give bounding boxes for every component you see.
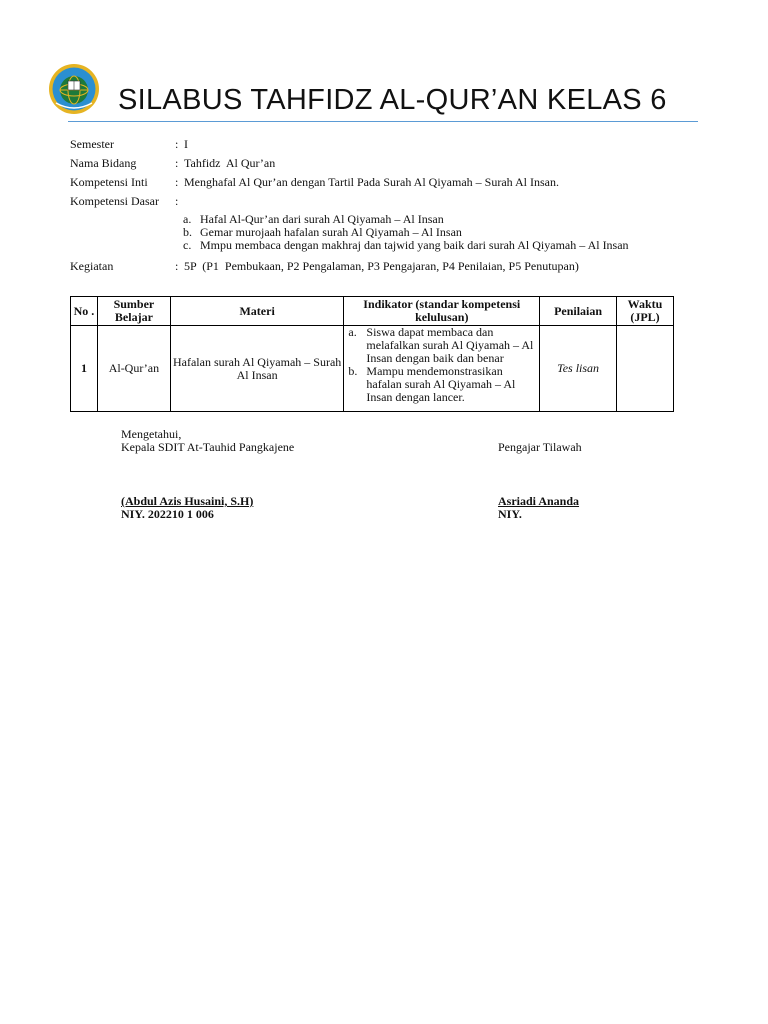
kegiatan-value: 5P (P1 Pembukaan, P2 Pengalaman, P3 Pengajaran, P4 Penilaian, P5 Penutupan) bbox=[184, 259, 579, 273]
header-sumber-belajar: Sumber Belajar bbox=[97, 297, 170, 326]
semester-value: I bbox=[184, 137, 188, 151]
list-marker: b. bbox=[183, 225, 192, 239]
school-emblem-logo bbox=[48, 63, 100, 115]
document-title: SILABUS TAHFIDZ AL-QUR’AN KELAS 6 bbox=[118, 84, 667, 116]
cell-no: 1 bbox=[71, 326, 98, 412]
colon: : bbox=[175, 137, 179, 151]
list-item-text: Gemar murojaah hafalan surah Al Qiyamah – Al Insan bbox=[200, 225, 462, 239]
sig-left-niy: NIY. 202210 1 006 bbox=[121, 507, 214, 521]
list-item-text: Siswa dapat membaca dan melafalkan surah Al Qiyamah – Al Insan dengan baik dan benar bbox=[366, 325, 534, 365]
colon: : bbox=[175, 259, 179, 273]
table-row bbox=[71, 326, 674, 412]
table-header-row bbox=[71, 297, 674, 326]
nama-bidang-label: Nama Bidang bbox=[70, 156, 137, 170]
cell-penilaian: Tes lisan bbox=[540, 326, 617, 412]
sig-left-acknowledge: Mengetahui, bbox=[121, 427, 182, 441]
sig-left-position: Kepala SDIT At-Tauhid Pangkajene bbox=[121, 440, 295, 454]
syllabus-table bbox=[70, 296, 674, 412]
list-item bbox=[348, 326, 537, 365]
sig-right-niy: NIY. bbox=[498, 507, 522, 521]
header-waktu: Waktu (JPL) bbox=[617, 297, 674, 326]
semester-label: Semester bbox=[70, 137, 114, 151]
colon: : bbox=[175, 194, 179, 208]
list-item-text: Hafal Al-Qur’an dari surah Al Qiyamah – Al Insan bbox=[200, 212, 444, 226]
cell-sumber-belajar: Al-Qur’an bbox=[97, 326, 170, 412]
indikator-list bbox=[348, 326, 537, 404]
sig-right-position: Pengajar Tilawah bbox=[498, 440, 582, 454]
list-item-text: Mampu mendemonstrasikan hafalan surah Al Qiyamah – Al Insan dengan lancer. bbox=[366, 364, 516, 404]
header-materi: Materi bbox=[170, 297, 344, 326]
list-item-text: Mmpu membaca dengan makhraj dan tajwid yang baik dari surah Al Qiyamah – Al Insan bbox=[200, 238, 629, 252]
kompetensi-inti-label: Kompetensi Inti bbox=[70, 175, 148, 189]
cell-indikator bbox=[344, 326, 540, 412]
sig-left-name: (Abdul Azis Husaini, S.H) bbox=[121, 494, 254, 508]
list-marker: b. bbox=[348, 364, 358, 378]
kegiatan-label: Kegiatan bbox=[70, 259, 114, 273]
colon: : bbox=[175, 156, 179, 170]
kompetensi-dasar-list bbox=[183, 213, 629, 252]
cell-materi: Hafalan surah Al Qiyamah – Surah Al Insan bbox=[170, 326, 344, 412]
signature-left bbox=[121, 428, 294, 521]
list-item bbox=[183, 239, 629, 252]
list-marker: c. bbox=[183, 238, 192, 252]
list-marker: a. bbox=[348, 325, 357, 339]
cell-waktu bbox=[617, 326, 674, 412]
kompetensi-dasar-label: Kompetensi Dasar bbox=[70, 194, 159, 208]
title-divider bbox=[68, 121, 698, 122]
kompetensi-inti-value: Menghafal Al Qur’an dengan Tartil Pada Surah Al Qiyamah – Surah Al Insan. bbox=[184, 175, 559, 189]
nama-bidang-value: Tahfidz Al Qur’an bbox=[184, 156, 276, 170]
header-no: No . bbox=[71, 297, 98, 326]
sig-right-name: Asriadi Ananda bbox=[498, 494, 580, 508]
list-item bbox=[348, 365, 537, 404]
colon: : bbox=[175, 175, 179, 189]
list-marker: a. bbox=[183, 212, 192, 226]
header-indikator: Indikator (standar kompetensi kelulusan) bbox=[344, 297, 540, 326]
signature-right bbox=[498, 441, 582, 521]
header-penilaian: Penilaian bbox=[540, 297, 617, 326]
